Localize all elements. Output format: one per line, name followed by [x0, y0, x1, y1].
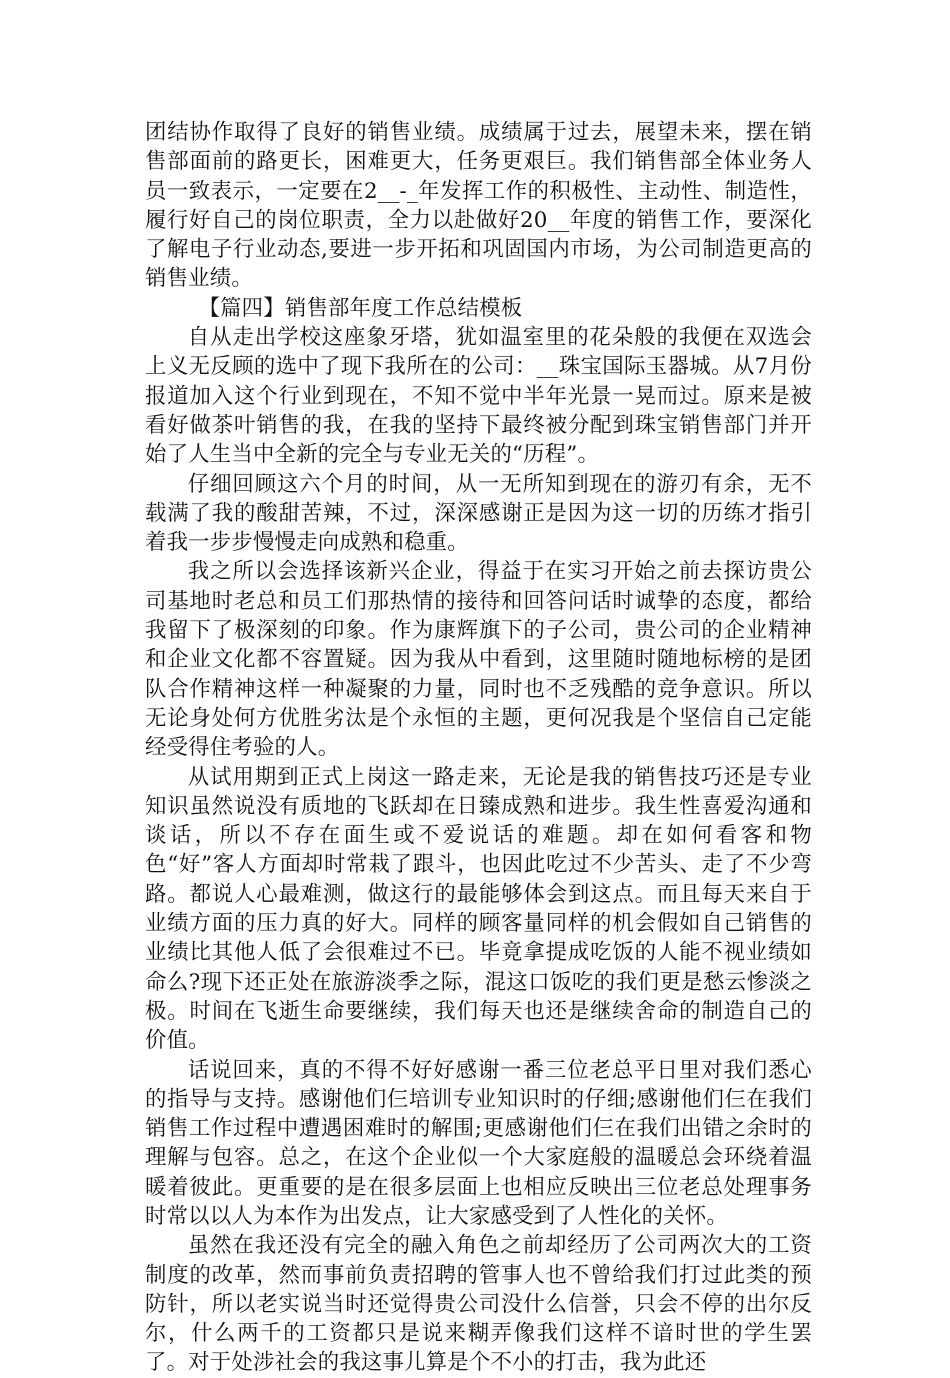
- paragraph-sales-experience: 从试用期到正式上岗这一路走来，无论是我的销售技巧还是专业知识虽然说没有质地的飞跃却在日臻成熟和进步。我生性喜爱沟通和谈话，所以不存在面生或不爱说话的难题。却在如何看客和物色“好”客人方面却时常栽了跟斗，也因此吃过不少苦头、走了不少弯路。都说人心最难测，做这行的最能够体会到这点。而且每天来自于业绩方面的压力真的好大。同样的顾客量同样的机会假如自己销售的业绩比其他人低了会很难过不已。毕竟拿提成吃饭的人能不视业绩如命么?现下还正处在旅游淡季之际，混这口饭吃的我们更是愁云惨淡之极。时间在飞逝生命要继续，我们每天也还是继续舍命的制造自己的价值。: [145, 764, 812, 1054]
- paragraph-company-choice: 我之所以会选择该新兴企业，得益于在实习开始之前去探访贵公司基地时老总和员工们那热情的接待和回答问话时诚挚的态度，都给我留下了极深刻的印象。作为康辉旗下的子公司，贵公司的企业精神和企业文化都不容置疑。因为我从中看到，这里随时随地标榜的是团队合作精神这样一种凝聚的力量，同时也不乏残酷的竞争意识。所以无论身处何方优胜劣汰是个永恒的主题，更何况我是个坚信自己定能经受得住考验的人。: [145, 559, 812, 761]
- document-page: [145, 118, 812, 1378]
- paragraph-review: 仔细回顾这六个月的时间，从一无所知到现在的游刃有余，无不载满了我的酸甜苦辣，不过，深深感谢正是因为这一切的历练才指引着我一步步慢慢走向成熟和稳重。: [145, 471, 812, 556]
- paragraph-intro: 自从走出学校这座象牙塔，犹如温室里的花朵般的我便在双选会上义无反顾的选中了现下我所在的公司：__珠宝国际玉器城。从7月份报道加入这个行业到现在，不知不觉中半年光景一晃而过。原来是被看好做茶叶销售的我，在我的坚持下最终被分配到珠宝销售部门并开始了人生当中全新的完全与专业无关的“历程”。: [145, 325, 812, 468]
- paragraph-conclusion: 团结协作取得了良好的销售业绩。成绩属于过去，展望未来，摆在销售部面前的路更长，困难更大，任务更艰巨。我们销售部全体业务人员一致表示，一定要在2__-_年发挥工作的积极性、主动性、制造性，履行好自己的岗位职责，全力以赴做好20__年度的销售工作，要深化了解电子行业动态,要进一步开拓和巩固国内市场，为公司制造更高的销售业绩。: [145, 120, 812, 292]
- section-heading: 【篇四】销售部年度工作总结模板: [198, 295, 523, 321]
- paragraph-thanks: 话说回来，真的不得不好好感谢一番三位老总平日里对我们悉心的指导与支持。感谢他们仨培训专业知识时的仔细;感谢他们仨在我们销售工作过程中遭遇困难时的解围;更感谢他们仨在我们出错之余时的理解与包容。总之，在这个企业似一个大家庭般的温暖总会环绕着温暖着彼此。更重要的是在很多层面上也相应反映出三位老总处理事务时常以以人为本作为出发点，让大家感受到了人性化的关怀。: [145, 1057, 812, 1229]
- paragraph-salary-reform: 虽然在我还没有完全的融入角色之前却经历了公司两次大的工资制度的改革，然而事前负责招聘的管事人也不曾给我们打过此类的预防针，所以老实说当时还觉得贵公司没什么信誉，只会不停的出尔反尔，什么两千的工资都只是说来糊弄像我们这样不谙时世的学生罢了。对于处涉社会的我这事儿算是个不小的打击，我为此还: [145, 1233, 812, 1376]
